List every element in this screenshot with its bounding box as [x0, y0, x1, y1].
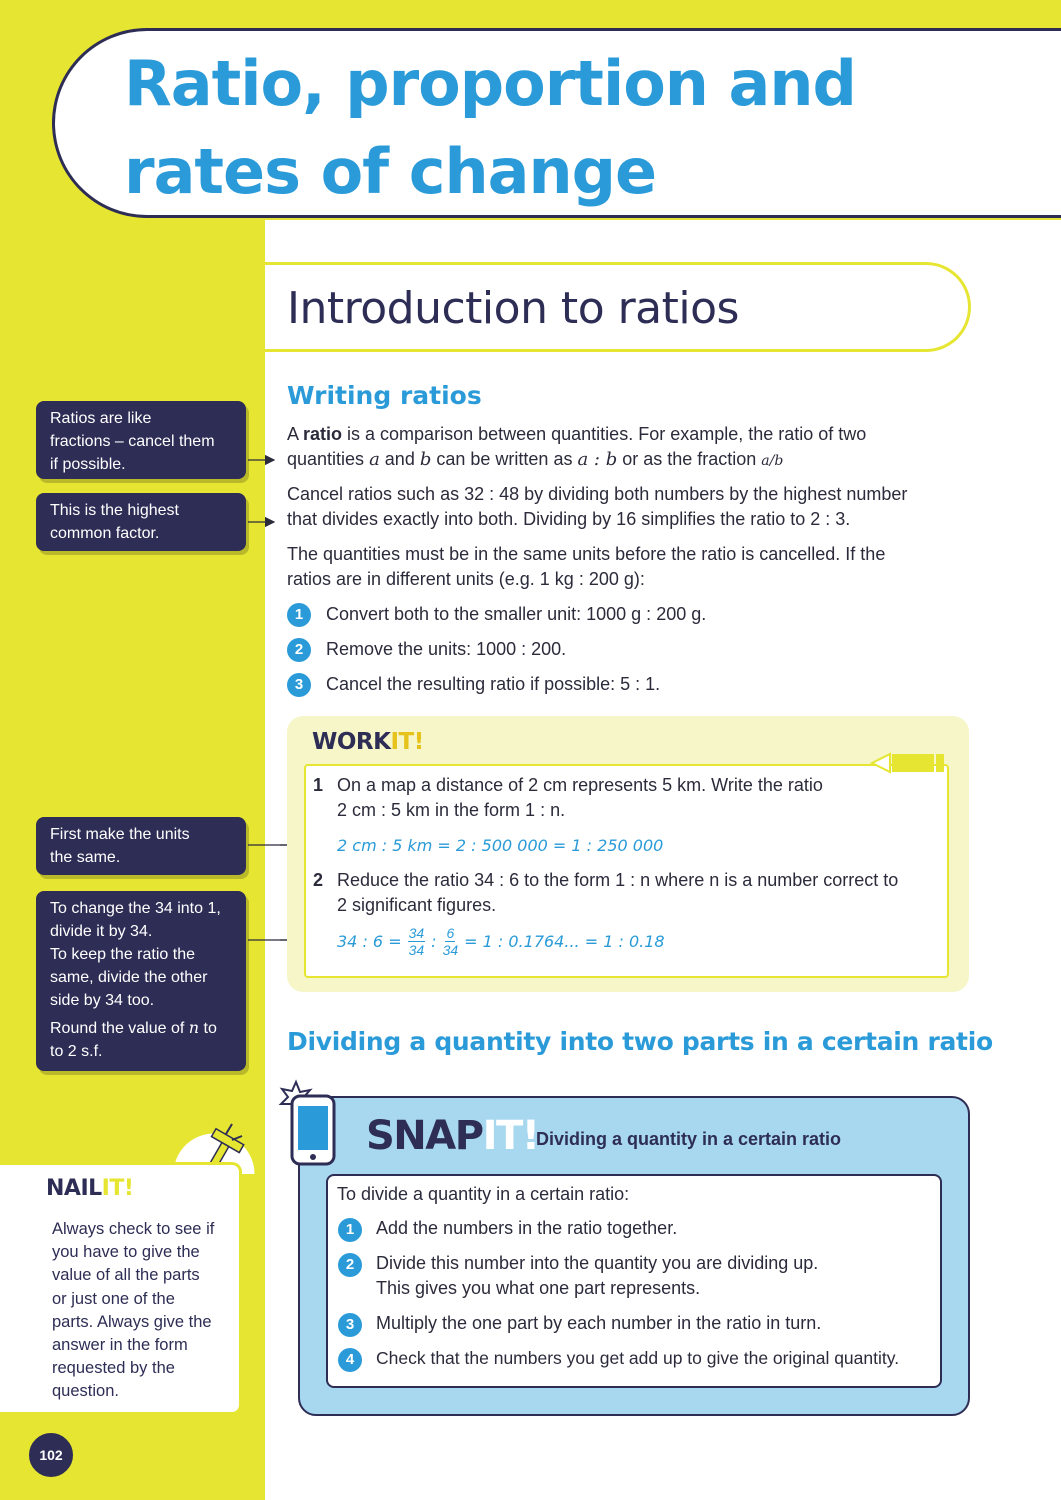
answer-2-end: = 1 : 0.1764... = 1 : 0.18	[464, 931, 665, 951]
chapter-title-line-1: Ratio, proportion and	[124, 47, 856, 120]
note-line: Ratios are like	[50, 410, 152, 427]
note-line: common factor.	[50, 525, 160, 542]
text-line: or just one of the	[52, 1289, 175, 1308]
text-line: Cancel ratios such as 32 : 48 by dividing both numbers by the highest number	[287, 484, 908, 504]
snapit-step-text-1: Add the numbers in the ratio together.	[376, 1218, 678, 1238]
note-line: To keep the ratio the	[50, 946, 195, 963]
text-line: answer in the form	[52, 1336, 188, 1355]
step-text-2: Remove the units: 1000 : 200.	[326, 639, 567, 659]
nailit-text	[52, 1218, 237, 1404]
margin-note-cancel	[36, 401, 246, 479]
answer-2	[337, 921, 665, 961]
section-title: Introduction to ratios	[287, 283, 739, 334]
fraction-numerator: 34	[408, 924, 425, 941]
text-span: to	[199, 1020, 217, 1037]
step-text-1: Convert both to the smaller unit: 1000 g : 200 g.	[326, 604, 707, 624]
text-line: requested by the	[52, 1359, 175, 1378]
page-number: 102	[26, 1430, 76, 1480]
question-1-number: 1	[313, 775, 324, 795]
text-span: and	[379, 449, 420, 469]
text-line: parts. Always give the	[52, 1312, 212, 1331]
snapit-step-text-4: Check that the numbers you get add up to give the original quantity.	[376, 1348, 900, 1368]
fraction-denominator: 34	[408, 941, 425, 958]
question-1-text	[337, 773, 823, 823]
chapter-title-line-2: rates of change	[124, 135, 657, 208]
text-line: that divides exactly into both. Dividing by 16 simplifies the ratio to 2 : 3.	[287, 509, 851, 529]
text-span: can be written as	[431, 449, 578, 469]
note-line: if possible.	[50, 456, 126, 473]
colon-separator: :	[431, 931, 437, 951]
text-line: question.	[52, 1382, 119, 1401]
snapit-step-text-3: Multiply the one part by each number in the ratio in turn.	[376, 1313, 822, 1333]
text-line: value of all the parts	[52, 1266, 200, 1285]
snapit-title	[366, 1113, 538, 1159]
fraction-a-over-b: a/b	[761, 453, 784, 469]
workit-title	[312, 729, 424, 755]
text-span: quantities	[287, 449, 370, 469]
fraction-denominator: 34	[442, 941, 459, 958]
snapit-step-number-4: 4	[338, 1348, 362, 1372]
note-line: side by 34 too.	[50, 992, 155, 1009]
margin-note-divide	[36, 891, 246, 1071]
paragraph-same-units	[287, 542, 977, 592]
paragraph-cancel-ratios	[287, 482, 977, 532]
answer-2-start: 34 : 6 =	[337, 931, 402, 951]
text-line: This gives you what one part represents.	[376, 1278, 701, 1298]
note-line: fractions – cancel them	[50, 433, 215, 450]
note-line	[50, 1016, 236, 1040]
question-2-number: 2	[313, 870, 324, 890]
margin-note-units	[36, 817, 246, 875]
workit-title-b: IT!	[390, 729, 424, 755]
text-line: 2 significant figures.	[337, 895, 497, 915]
ratio-a-b: a : b	[577, 449, 618, 470]
text-span: A	[287, 424, 304, 444]
snapit-step-number-3: 3	[338, 1313, 362, 1337]
fraction-6-34	[443, 925, 459, 958]
text-span: or as the fraction	[617, 449, 762, 469]
note-line: To change the 34 into 1,	[50, 900, 221, 917]
snapit-intro: To divide a quantity in a certain ratio:	[337, 1184, 630, 1204]
snapit-subtitle: Dividing a quantity in a certain ratio	[536, 1129, 842, 1149]
snapit-step-number-1: 1	[338, 1218, 362, 1242]
note-line: divide it by 34.	[50, 923, 153, 940]
margin-note-hcf	[36, 493, 246, 551]
text-line: The quantities must be in the same units before the ratio is cancelled. If the	[287, 544, 886, 564]
text-line: you have to give the	[52, 1243, 200, 1262]
snapit-title-a: SNAP	[366, 1113, 483, 1159]
note-line: the same.	[50, 849, 121, 866]
note-line: to 2 s.f.	[50, 1043, 103, 1060]
variable-n: n	[188, 1018, 200, 1037]
note-line: same, divide the other	[50, 969, 208, 986]
workit-title-a: WORK	[312, 729, 391, 755]
note-line: This is the highest	[50, 502, 179, 519]
snapit-step-text-2	[376, 1251, 818, 1301]
text-line: Reduce the ratio 34 : 6 to the form 1 : n where n is a number correct to	[337, 870, 899, 890]
variable-a: a	[369, 449, 380, 470]
step-text-3: Cancel the resulting ratio if possible: 5 : 1.	[326, 674, 661, 694]
chapter-title	[124, 40, 1024, 216]
text-line: Divide this number into the quantity you are dividing up.	[376, 1253, 819, 1273]
answer-1: 2 cm : 5 km = 2 : 500 000 = 1 : 250 000	[337, 836, 664, 855]
dividing-heading: Dividing a quantity into two parts in a certain ratio	[287, 1027, 993, 1056]
nailit-title-a: NAIL	[46, 1176, 102, 1201]
fraction-numerator: 6	[446, 924, 455, 941]
snapit-title-b: IT!	[482, 1113, 539, 1159]
text-line: ratios are in different units (e.g. 1 kg : 200 g):	[287, 569, 645, 589]
snapit-step-number-2: 2	[338, 1253, 362, 1277]
variable-b: b	[419, 449, 432, 470]
writing-ratios-heading: Writing ratios	[287, 381, 482, 410]
bold-term-ratio: ratio	[303, 424, 343, 444]
note-line: First make the units	[50, 826, 190, 843]
text-line: Always check to see if	[52, 1220, 215, 1238]
question-2-text	[337, 868, 898, 918]
nailit-title	[46, 1176, 133, 1201]
nailit-title-b: IT!	[101, 1176, 134, 1201]
pencil-icon	[870, 751, 946, 775]
text-line: On a map a distance of 2 cm represents 5 km. Write the ratio	[337, 775, 823, 795]
phone-camera-icon	[276, 1078, 364, 1170]
text-span: Round the value of	[50, 1020, 189, 1037]
step-number-3: 3	[287, 673, 311, 697]
fraction-34-34	[408, 925, 426, 958]
text-span: is a comparison between quantities. For example, the ratio of two	[342, 424, 867, 444]
step-number-2: 2	[287, 638, 311, 662]
text-line: 2 cm : 5 km in the form 1 : n.	[337, 800, 566, 820]
step-number-1: 1	[287, 603, 311, 627]
paragraph-ratio-definition	[287, 422, 967, 474]
